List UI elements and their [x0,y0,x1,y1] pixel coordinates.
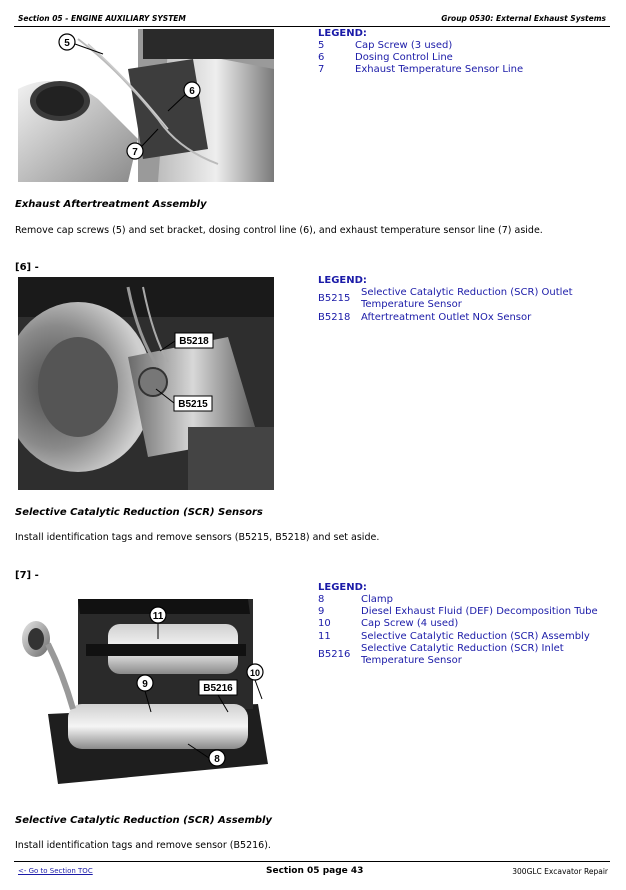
callout-7: 7 [132,147,138,158]
callout-9: 9 [142,679,148,690]
figure-photo-2 [18,277,274,490]
instruction-2: Install identification tags and remove sensors (B5215, B5218) and set aside. [15,532,380,543]
callout-b5215: B5215 [178,399,208,410]
callout-b5218: B5218 [179,336,209,347]
page-number: Section 05 page 43 [266,866,364,876]
callout-6: 6 [189,86,195,97]
section-title-3: Selective Catalytic Reduction (SCR) Assembly [15,815,272,826]
header-section: Section 05 - ENGINE AUXILIARY SYSTEM [18,14,186,23]
section-toc-link[interactable]: <- Go to Section TOC [18,867,93,875]
legend-item: B5215 Selective Catalytic Reduction (SCR) Outlet Temperature Sensor [318,287,573,310]
legend-title-2: LEGEND: [318,275,367,286]
callout-11: 11 [152,611,164,622]
figure-label-7: [7] - [15,570,39,581]
section-title-1: Exhaust Aftertreatment Assembly [15,199,207,210]
document-title: 300GLC Excavator Repair [512,867,608,876]
instruction-3: Install identification tags and remove sensor (B5216). [15,840,271,851]
callout-b5216: B5216 [203,683,233,694]
figure-photo-3 [18,584,274,784]
instruction-1: Remove cap screws (5) and set bracket, dosing control line (6), and exhaust temperature sensor line (7) aside. [15,225,543,236]
footer-divider [14,861,610,862]
figure-label-6: [6] - [15,262,39,273]
callout-10: 10 [249,668,261,678]
callout-8: 8 [214,754,220,765]
legend-title-3: LEGEND: [318,582,367,593]
header-divider [14,26,610,27]
legend-title-1: LEGEND: [318,28,367,39]
figure-photo-1 [18,29,274,182]
section-title-2: Selective Catalytic Reduction (SCR) Sensors [15,507,263,518]
header-group: Group 0530: External Exhaust Systems [441,14,606,23]
legend-item: B5216 Selective Catalytic Reduction (SCR) Inlet Temperature Sensor [318,643,564,666]
callout-5: 5 [64,38,70,49]
